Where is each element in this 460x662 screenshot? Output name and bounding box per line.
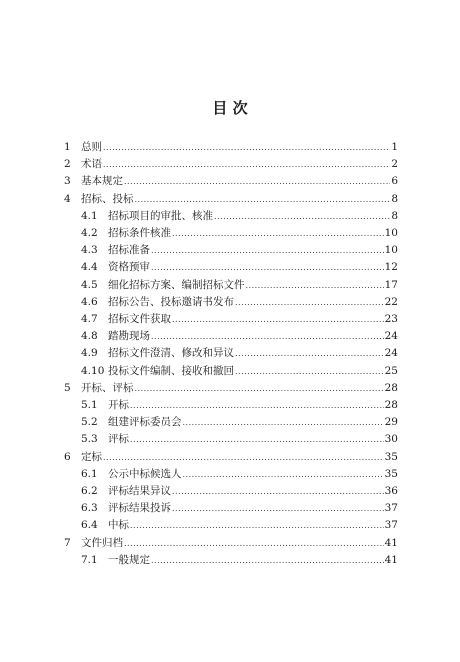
toc-entry-number: 4.4 xyxy=(81,261,98,274)
toc-entry-number: 7 xyxy=(64,536,71,549)
toc-entry-line xyxy=(108,414,398,431)
toc-entry-title: 中标 xyxy=(108,519,129,532)
toc-entry-number: 6.4 xyxy=(81,519,98,532)
toc-entry-page-number: 6 xyxy=(391,175,398,188)
toc-entry-page-number: 10 xyxy=(384,227,398,239)
toc-entry-number: 6.3 xyxy=(81,502,98,515)
toc-entry[interactable] xyxy=(0,466,460,482)
toc-entry-title: 招标公告、投标邀请书发布 xyxy=(108,295,234,308)
toc-entry-title: 招标准备 xyxy=(108,244,150,257)
toc-entry-line xyxy=(108,311,398,328)
toc-entry-leader-dots xyxy=(235,346,384,362)
toc-entry-title: 开标 xyxy=(108,399,129,411)
toc-entry[interactable] xyxy=(0,191,460,207)
toc-entry-line xyxy=(108,225,398,242)
toc-entry-line xyxy=(108,328,398,345)
toc-entry-number: 5.2 xyxy=(81,416,98,429)
toc-entry[interactable] xyxy=(0,431,460,447)
toc-entry-page-number: 2 xyxy=(391,158,398,171)
toc-entry-number: 7.1 xyxy=(81,553,98,566)
toc-entry[interactable] xyxy=(0,225,460,241)
toc-entry-leader-dots xyxy=(103,140,390,156)
toc-entry-line xyxy=(108,466,398,483)
toc-entry-number: 4.10 xyxy=(81,364,105,377)
toc-entry-leader-dots xyxy=(235,364,384,380)
toc-entry[interactable] xyxy=(0,380,460,396)
toc-entry-leader-dots xyxy=(130,398,384,414)
toc-entry-page-number: 28 xyxy=(384,399,398,411)
toc-entry-line xyxy=(108,363,398,380)
toc-entry-line xyxy=(108,259,398,276)
toc-entry-number: 4.2 xyxy=(81,227,98,239)
toc-entry-leader-dots xyxy=(172,484,384,500)
toc-entry-page-number: 12 xyxy=(384,261,398,274)
toc-entry-title: 评标 xyxy=(108,433,129,446)
toc-entry-title: 公示中标候选人 xyxy=(108,467,182,480)
toc-entry-number: 5.1 xyxy=(81,399,98,411)
toc-entry-leader-dots xyxy=(151,243,384,259)
toc-entry-title: 评标结果投诉 xyxy=(108,502,171,515)
toc-entry-page-number: 8 xyxy=(391,192,398,205)
toc-entry-title: 招标项目的审批、核准 xyxy=(108,209,213,222)
toc-entry-leader-dots xyxy=(124,174,390,190)
toc-entry-leader-dots xyxy=(183,415,384,431)
toc-entry-page-number: 8 xyxy=(391,209,398,222)
toc-entry-leader-dots xyxy=(183,467,384,483)
toc-entry-page-number: 29 xyxy=(384,416,398,429)
toc-entry[interactable] xyxy=(0,414,460,430)
toc-entry-title: 一般规定 xyxy=(108,553,150,566)
toc-entry-number: 4.3 xyxy=(81,244,98,257)
toc-entry[interactable] xyxy=(0,242,460,258)
toc-entry[interactable] xyxy=(0,156,460,172)
toc-entry-page-number: 35 xyxy=(384,467,398,480)
toc-entry-leader-dots xyxy=(235,295,384,311)
toc-entry-page-number: 30 xyxy=(384,433,398,446)
toc-entry-number: 4.8 xyxy=(81,330,98,343)
toc-entry-title: 细化招标方案、编制招标文件 xyxy=(108,278,245,291)
toc-entry[interactable] xyxy=(0,535,460,551)
toc-entry-line xyxy=(108,345,398,362)
toc-entry-number: 1 xyxy=(64,141,71,153)
toc-entry-leader-dots xyxy=(130,518,384,534)
toc-entry-line xyxy=(108,500,398,517)
toc-entry-number: 5 xyxy=(64,381,71,394)
toc-entry-page-number: 23 xyxy=(384,313,398,325)
toc-entry-page-number: 10 xyxy=(384,244,398,257)
toc-entry-page-number: 22 xyxy=(384,295,398,308)
toc-entry-leader-dots xyxy=(135,381,384,397)
toc-entry-line xyxy=(108,483,398,500)
toc-entry-page-number: 35 xyxy=(384,450,398,463)
toc-entry-line xyxy=(81,449,398,466)
toc-entry-number: 3 xyxy=(64,175,71,188)
toc-entry-line xyxy=(108,431,398,448)
toc-entry-title: 踏勘现场 xyxy=(108,330,150,343)
toc-entry[interactable] xyxy=(0,208,460,224)
toc-entry[interactable] xyxy=(0,345,460,361)
toc-entry[interactable] xyxy=(0,259,460,275)
toc-entry-line xyxy=(81,156,398,173)
toc-entry-leader-dots xyxy=(151,260,384,276)
toc-entry-page-number: 28 xyxy=(384,381,398,394)
toc-entry[interactable] xyxy=(0,363,460,379)
toc-entry-number: 5.3 xyxy=(81,433,98,446)
toc-entry-line xyxy=(108,517,398,534)
toc-entry-page-number: 37 xyxy=(384,519,398,532)
toc-entry[interactable] xyxy=(0,449,460,465)
toc-entry-title: 招标文件获取 xyxy=(108,313,171,325)
toc-entry-line xyxy=(81,380,398,397)
toc-entry-page-number: 37 xyxy=(384,502,398,515)
page-title: 目 次 xyxy=(212,99,248,117)
toc-entry-leader-dots xyxy=(130,432,384,448)
toc-entry-line xyxy=(108,208,398,225)
toc-entry-title: 文件归档 xyxy=(81,536,123,549)
toc-entry-leader-dots xyxy=(151,329,384,345)
toc-entry-title: 招标文件澄清、修改和异议 xyxy=(108,347,234,360)
toc-entry-number: 4.1 xyxy=(81,209,98,222)
toc-entry[interactable] xyxy=(0,397,460,413)
toc-entry-number: 4 xyxy=(64,192,71,205)
toc-entry-leader-dots xyxy=(172,501,384,517)
toc-entry-leader-dots xyxy=(103,450,384,466)
toc-entry[interactable] xyxy=(0,139,460,155)
toc-entry-line xyxy=(81,191,398,208)
toc-entry-title: 总则 xyxy=(81,141,102,153)
toc-entry-title: 组建评标委员会 xyxy=(108,416,182,429)
toc-entry-line xyxy=(108,294,398,311)
toc-entry-title: 资格预审 xyxy=(108,261,150,274)
toc-entry-leader-dots xyxy=(103,157,390,173)
toc-entry-leader-dots xyxy=(246,278,384,294)
toc-entry[interactable] xyxy=(0,294,460,310)
toc-entry-title: 开标、评标 xyxy=(81,381,134,394)
toc-entry-line xyxy=(108,242,398,259)
toc-entry[interactable] xyxy=(0,500,460,516)
toc-entry-title: 术语 xyxy=(81,158,102,171)
toc-entry-title: 招标、投标 xyxy=(81,192,134,205)
toc-entry-number: 6.2 xyxy=(81,485,98,497)
toc-entry-page-number: 41 xyxy=(384,536,398,549)
toc-entry-title: 投标文件编制、接收和撤回 xyxy=(108,364,234,377)
toc-entry-line xyxy=(81,139,398,156)
toc-entry-line xyxy=(81,173,398,190)
toc-entry[interactable] xyxy=(0,328,460,344)
toc-entry-page-number: 24 xyxy=(384,347,398,360)
toc-entry-leader-dots xyxy=(172,226,384,242)
toc-entry-title: 评标结果异议 xyxy=(108,485,171,497)
toc-entry-leader-dots xyxy=(151,553,384,569)
toc-entry-number: 4.6 xyxy=(81,295,98,308)
toc-entry-number: 6 xyxy=(64,450,71,463)
toc-entry[interactable] xyxy=(0,483,460,499)
toc-entry-title: 基本规定 xyxy=(81,175,123,188)
toc-entry-line xyxy=(108,397,398,414)
toc-entry-line xyxy=(108,277,398,294)
toc-entry[interactable] xyxy=(0,277,460,293)
toc-entry-title: 定标 xyxy=(81,450,102,463)
toc-entry-page-number: 41 xyxy=(384,553,398,566)
toc-entry-line xyxy=(108,552,398,569)
toc-entry-page-number: 36 xyxy=(384,485,398,497)
toc-entry-leader-dots xyxy=(135,192,391,208)
toc-entry-leader-dots xyxy=(214,209,390,225)
toc-entry-leader-dots xyxy=(124,536,384,552)
toc-entry[interactable] xyxy=(0,517,460,533)
toc-entry-page-number: 1 xyxy=(391,141,398,153)
toc-entry-number: 4.7 xyxy=(81,313,98,325)
toc-entry-line xyxy=(81,535,398,552)
toc-entry-page-number: 17 xyxy=(384,278,398,291)
toc-entry[interactable] xyxy=(0,311,460,327)
toc-entry-number: 2 xyxy=(64,158,71,171)
toc-entry-number: 4.9 xyxy=(81,347,98,360)
toc-entry-page-number: 25 xyxy=(384,364,398,377)
toc-entry-title: 招标条件核准 xyxy=(108,227,171,239)
toc-entry-page-number: 24 xyxy=(384,330,398,343)
toc-entry[interactable] xyxy=(0,552,460,568)
toc-entry[interactable] xyxy=(0,173,460,189)
toc-entry-number: 6.1 xyxy=(81,467,98,480)
toc-entry-number: 4.5 xyxy=(81,278,98,291)
toc-entry-leader-dots xyxy=(172,312,384,328)
